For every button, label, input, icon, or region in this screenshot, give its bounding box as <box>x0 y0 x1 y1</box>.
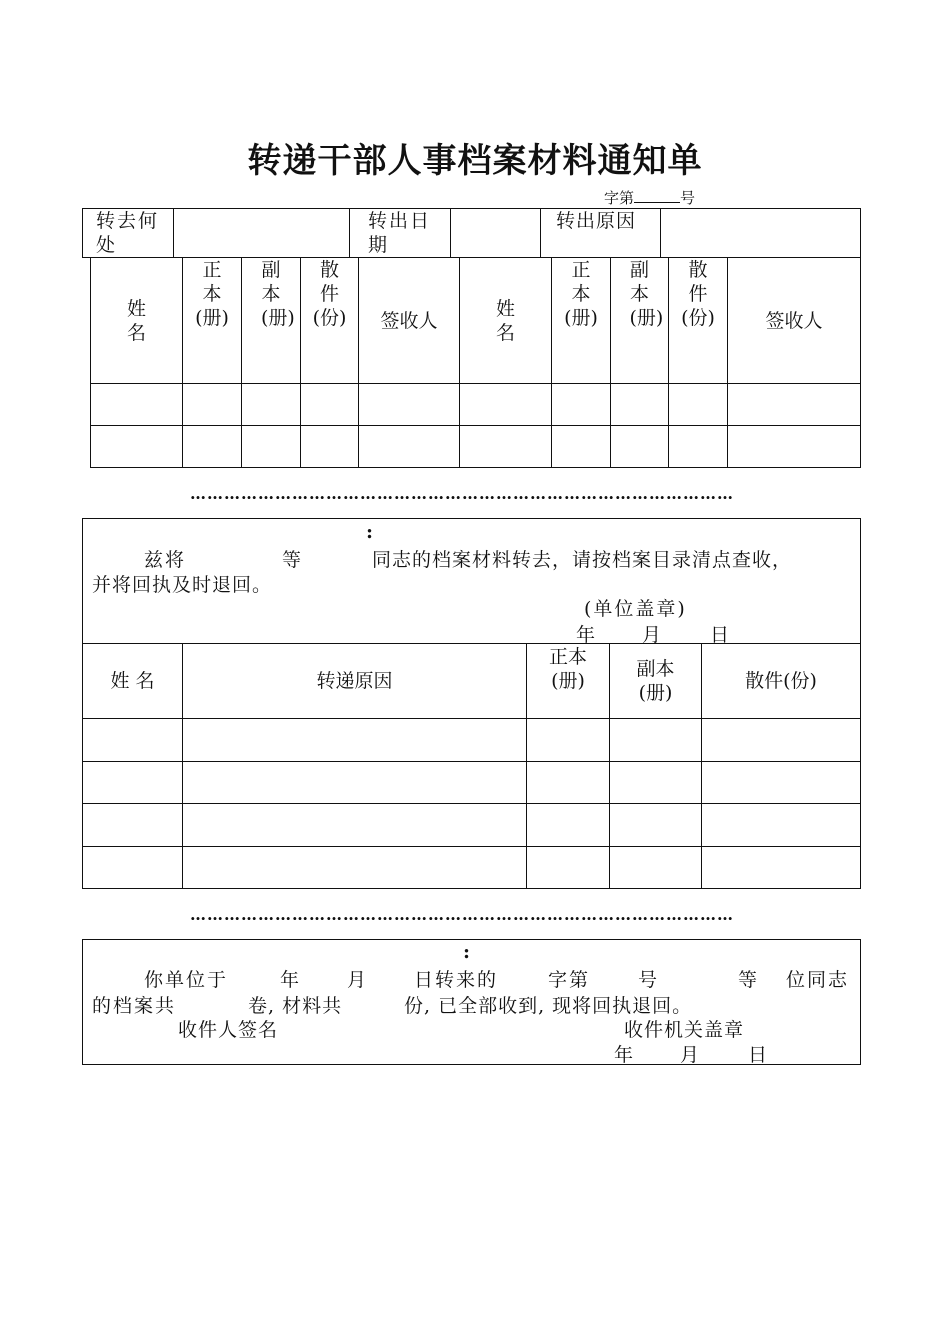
dest-input[interactable] <box>174 209 349 257</box>
date-input[interactable] <box>451 209 540 257</box>
t1-original-text: 正本(册) <box>195 259 229 329</box>
date-label: 转出日期 <box>368 210 432 256</box>
serial-number <box>604 187 695 208</box>
receipt-l1-g: 等 <box>738 969 758 991</box>
cut-line: …………………………………………………………………………………… <box>190 905 734 924</box>
notice-colon: : <box>366 521 374 543</box>
t2-original-header <box>527 645 609 717</box>
receipt-year: 年 <box>614 1044 634 1066</box>
t2-reason-header: 转递原因 <box>316 670 393 692</box>
t1-original-header-left <box>183 258 241 383</box>
notice-text-c: 同志的档案材料转去，请按档案目录清点查收， <box>372 549 793 571</box>
t1-name-header-right <box>460 258 551 383</box>
notice-text-d: 并将回执及时退回。 <box>92 574 273 596</box>
t1-original-header-right <box>552 258 610 383</box>
reason-label: 转出原因 <box>556 210 637 232</box>
receipt-l2-a: 的档案共 <box>92 995 177 1017</box>
serial-suffix: 号 <box>680 189 696 207</box>
table-row[interactable] <box>83 762 860 803</box>
t2-original-text: 正本(册) <box>548 646 587 692</box>
table-row[interactable] <box>91 384 860 425</box>
receipt-l1-c: 月 <box>347 969 367 991</box>
table-row[interactable] <box>91 426 860 467</box>
receipt-l1-f: 号 <box>638 969 658 991</box>
t1-copy-header-left <box>242 258 300 383</box>
receipt-l2-b: 卷, 材料共 <box>248 995 343 1017</box>
t1-loose-text: 散件(份) <box>681 259 715 329</box>
table-row[interactable] <box>83 847 860 888</box>
receipt-l1-b: 年 <box>280 969 300 991</box>
receipt-month: 月 <box>680 1044 700 1066</box>
t2-loose-header: 散件(份) <box>745 670 817 692</box>
t1-name-header-left <box>91 258 182 383</box>
t2-copy-text: 副本(册) <box>636 658 675 704</box>
t1-loose-header-right <box>669 258 727 383</box>
t1-loose-header-left <box>301 258 358 383</box>
t2-name-header: 姓 名 <box>110 670 155 692</box>
notice-day: 日 <box>710 624 730 646</box>
serial-prefix: 字第 <box>604 189 635 207</box>
receipt-colon: : <box>463 941 471 963</box>
receipt-day: 日 <box>748 1044 768 1066</box>
notice-seal: (单位盖章) <box>584 598 687 620</box>
t1-signer-header-right: 签收人 <box>765 309 823 332</box>
table-row[interactable] <box>83 719 860 761</box>
dest-label: 转去何处 <box>96 210 160 256</box>
receipt-l1-a: 你单位于 <box>144 969 229 991</box>
t1-signer-header-left: 签收人 <box>380 309 438 332</box>
t1-copy-text: 副本(册) <box>261 259 295 329</box>
notice-month: 月 <box>642 624 662 646</box>
cut-line: …………………………………………………………………………………… <box>190 484 734 503</box>
notice-year: 年 <box>576 624 596 646</box>
t1-name-text: 姓名 <box>126 297 146 344</box>
receipt-l1-d: 日转来的 <box>414 969 499 991</box>
receipt-l2-c: 份, 已全部收到, 现将回执退回。 <box>404 995 693 1017</box>
notice-text-a: 兹将 <box>144 549 187 571</box>
t1-copy-header-right <box>611 258 668 383</box>
page-title: 转递干部人事档案材料通知单 <box>247 141 703 181</box>
t1-loose-text: 散件(份) <box>312 259 347 329</box>
t1-name-text: 姓名 <box>495 297 515 344</box>
receipt-signer: 收件人签名 <box>178 1019 279 1041</box>
notice-text-b: 等 <box>282 549 302 571</box>
reason-input[interactable] <box>661 209 860 257</box>
receipt-l1-e: 字第 <box>548 969 591 991</box>
table-row[interactable] <box>83 804 860 846</box>
t1-original-text: 正本(册) <box>564 259 598 329</box>
receipt-org-seal: 收件机关盖章 <box>624 1019 745 1041</box>
t2-copy-header <box>610 656 701 706</box>
t1-copy-text: 副本(册) <box>629 259 664 329</box>
receipt-l1-h: 位同志 <box>786 969 850 991</box>
serial-blank[interactable] <box>634 189 680 203</box>
